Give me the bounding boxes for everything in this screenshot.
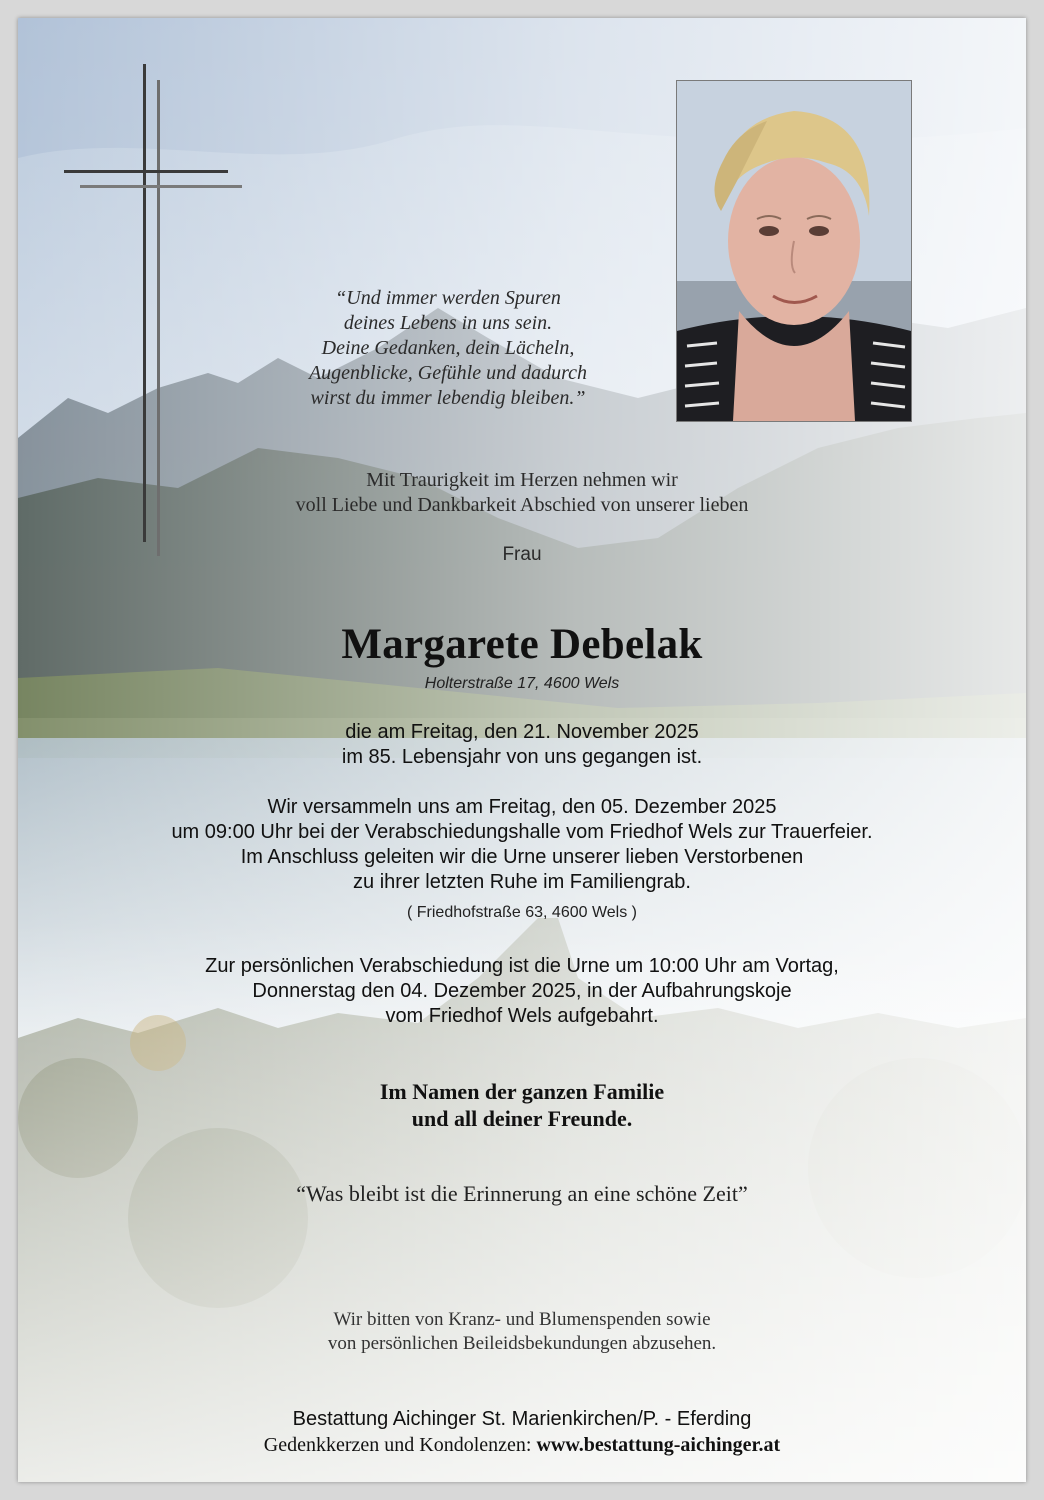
opening-quote: [248, 286, 648, 411]
death-notice: [18, 720, 1026, 770]
quote-line: deines Lebens in uns sein.: [343, 312, 553, 334]
family-signature: [18, 1078, 1026, 1132]
death-notice-line: im 85. Lebensjahr von uns gegangen ist.: [341, 746, 703, 768]
viewing-line: Donnerstag den 04. Dezember 2025, in der Aufbahrungskoje: [252, 980, 792, 1002]
contact-line: [18, 1434, 1026, 1457]
family-line: Im Namen der ganzen Familie: [379, 1079, 665, 1104]
contact-label: Gedenkkerzen und Kondolenzen:: [263, 1434, 532, 1456]
donation-request: [18, 1308, 1026, 1356]
viewing-line: vom Friedhof Wels aufgebahrt.: [385, 1005, 659, 1027]
ceremony-details: [18, 795, 1026, 895]
intro-line: voll Liebe und Dankbarkeit Abschied von unserer lieben: [295, 494, 749, 516]
portrait-photo: [676, 80, 912, 422]
salutation: Frau: [502, 544, 542, 565]
quote-line: “Und immer werden Spuren: [335, 287, 561, 309]
ceremony-line: Wir versammeln uns am Freitag, den 05. Dezember 2025: [267, 796, 777, 818]
family-line: und all deiner Freunde.: [411, 1106, 633, 1131]
request-line: Wir bitten von Kranz- und Blumenspenden sowie: [333, 1309, 711, 1330]
deceased-name: Margarete Debelak: [341, 621, 703, 668]
quote-line: Augenblicke, Gefühle und dadurch: [308, 362, 588, 384]
quote-line: wirst du immer lebendig bleiben.”: [310, 387, 586, 409]
ceremony-line: Im Anschluss geleiten wir die Urne unserer lieben Verstorbenen: [240, 846, 804, 868]
closing-quote: “Was bleibt ist die Erinnerung an eine schöne Zeit”: [296, 1181, 748, 1206]
ceremony-line: um 09:00 Uhr bei der Verabschiedungshalle vom Friedhof Wels zur Trauerfeier.: [171, 821, 873, 843]
request-line: von persönlichen Beileidsbekundungen abzusehen.: [327, 1333, 717, 1354]
portrait-image: [677, 81, 911, 421]
ceremony-line: zu ihrer letzten Ruhe im Familiengrab.: [353, 871, 691, 893]
cemetery-location: ( Friedhofstraße 63, 4600 Wels ): [406, 904, 638, 921]
viewing-line: Zur persönlichen Verabschiedung ist die Urne um 10:00 Uhr am Vortag,: [205, 955, 839, 977]
website-link[interactable]: www.bestattung-aichinger.at: [536, 1434, 781, 1456]
viewing-details: [18, 954, 1026, 1029]
intro-text: [18, 468, 1026, 518]
deceased-address: Holterstraße 17, 4600 Wels: [424, 675, 620, 692]
obituary-card: [18, 18, 1026, 1482]
death-notice-line: die am Freitag, den 21. November 2025: [345, 721, 699, 743]
intro-line: Mit Traurigkeit im Herzen nehmen wir: [366, 469, 678, 491]
quote-line: Deine Gedanken, dein Lächeln,: [321, 337, 575, 359]
undertaker-name: Bestattung Aichinger St. Marienkirchen/P. - Eferding: [292, 1408, 752, 1430]
